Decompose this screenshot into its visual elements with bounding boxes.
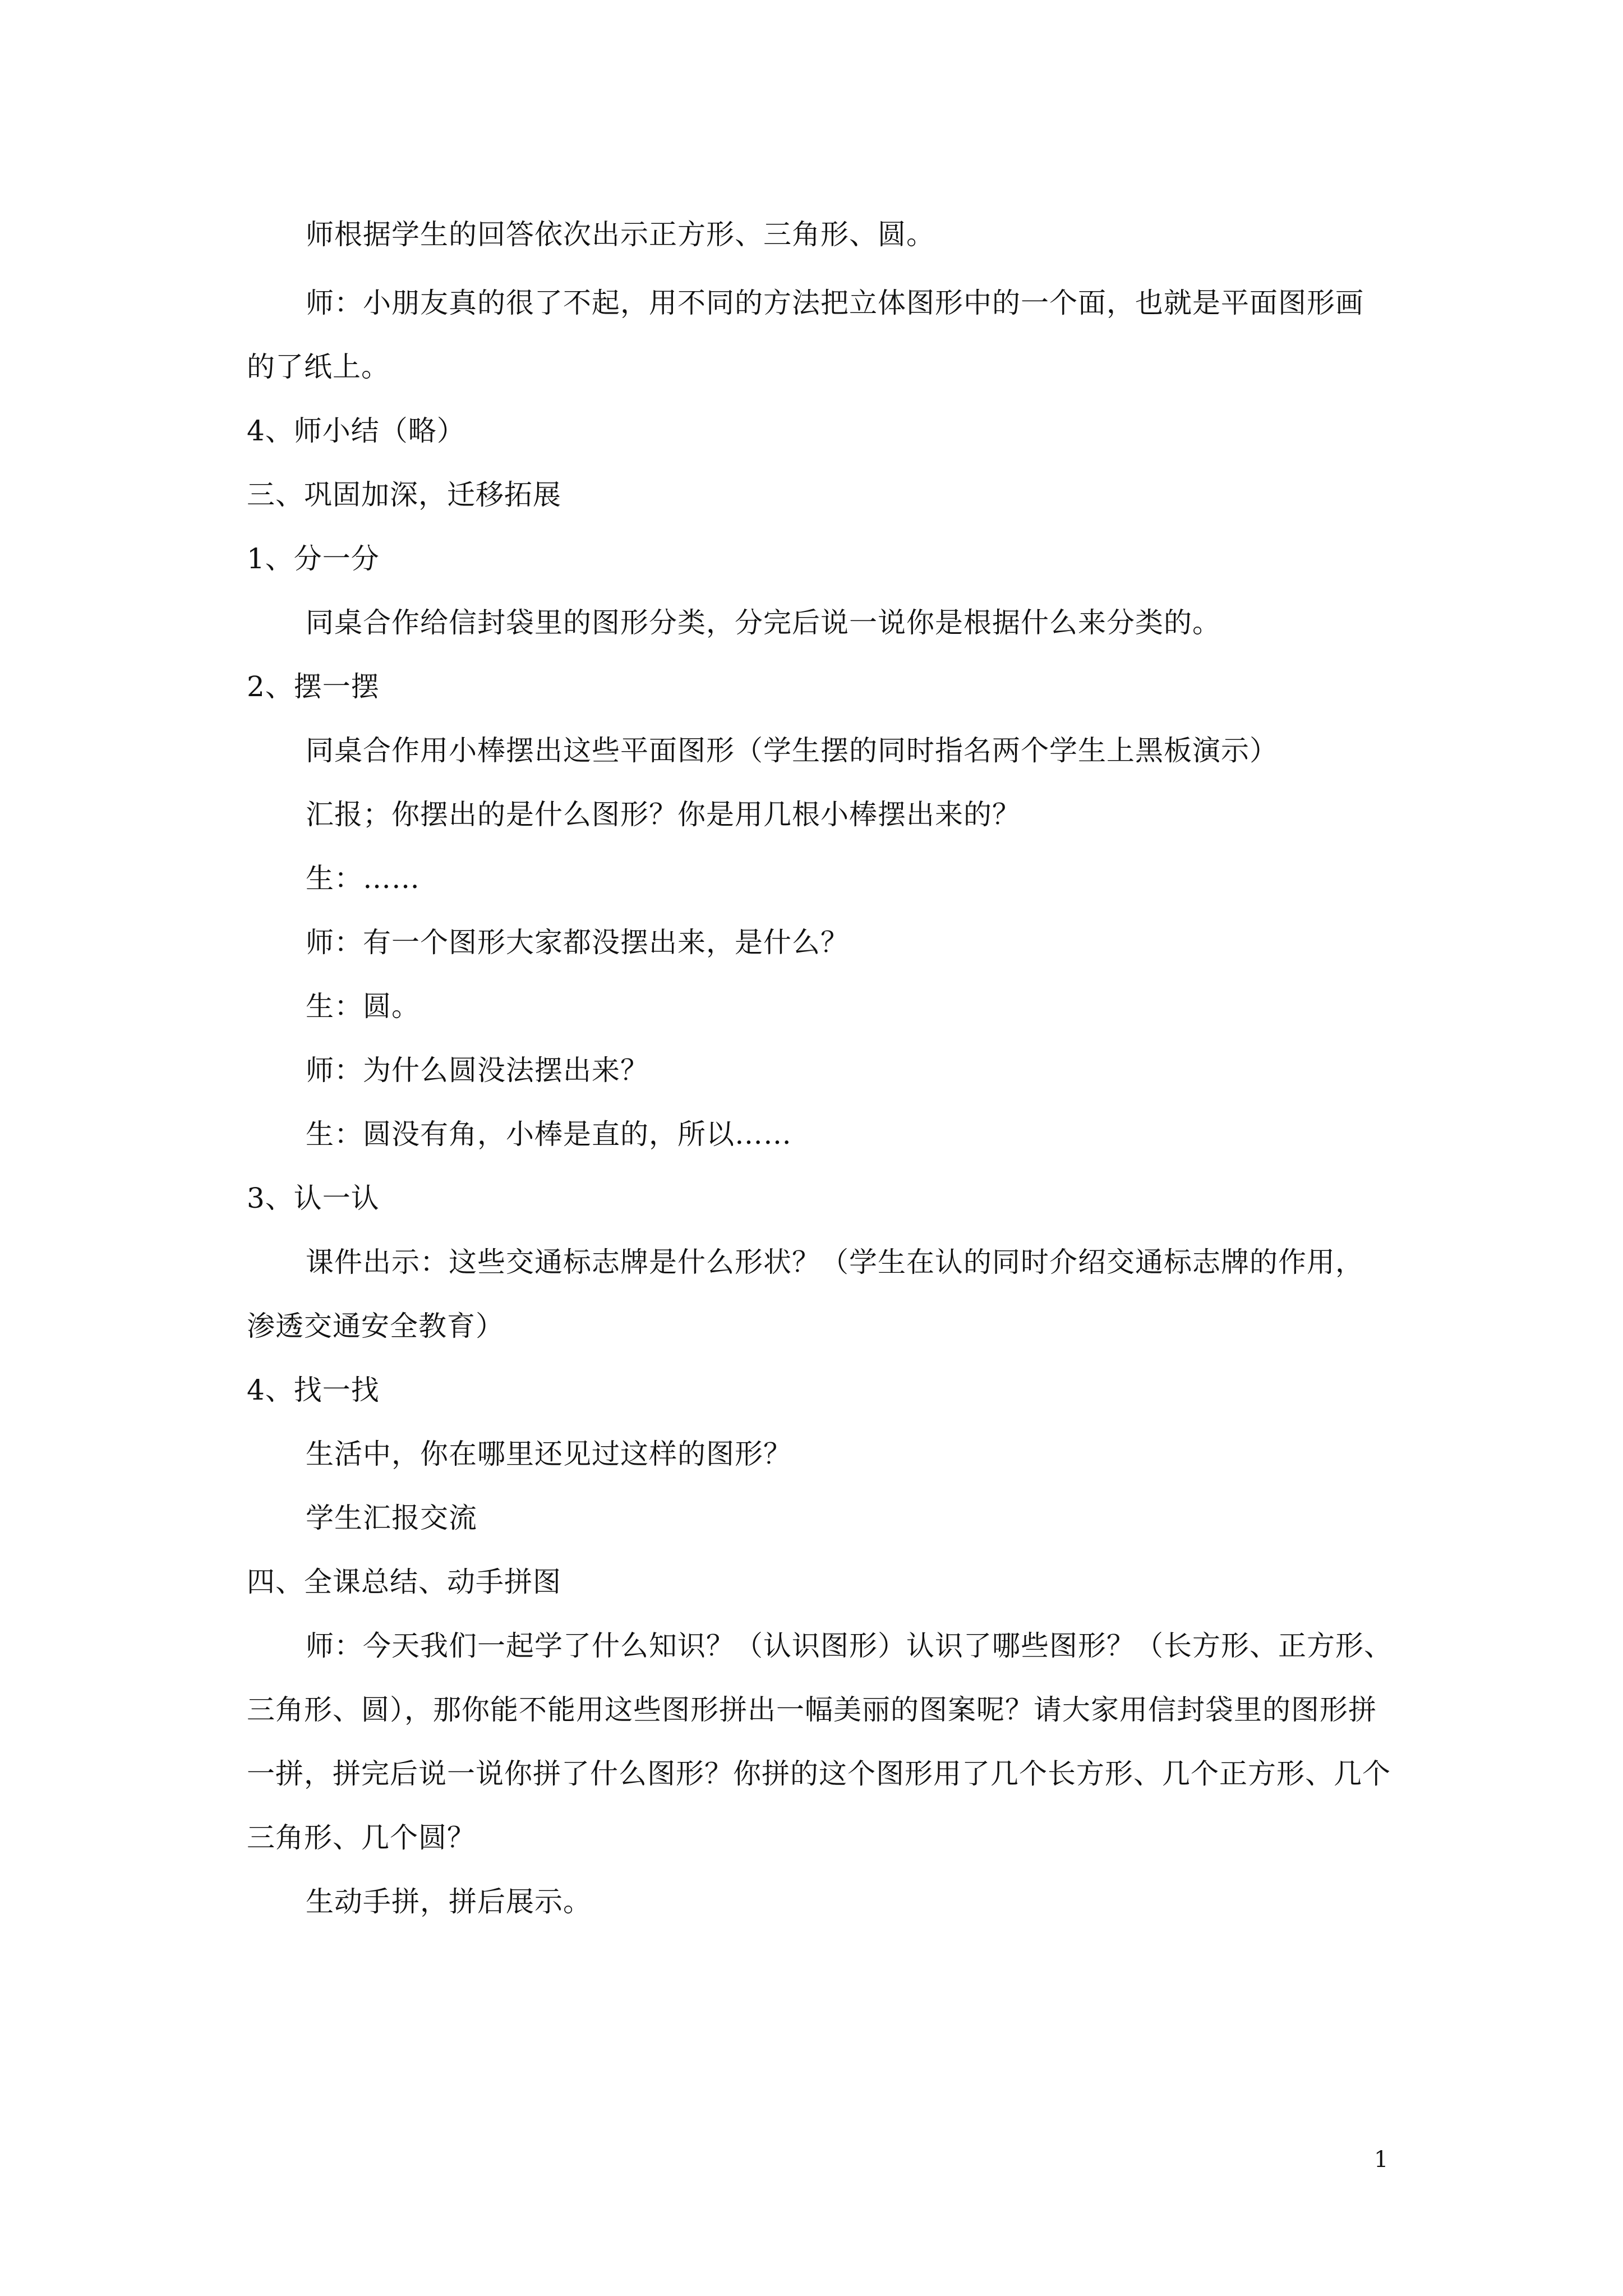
paragraph-line: 师：今天我们一起学了什么知识？（认识图形）认识了哪些图形？（长方形、正方形、 — [306, 1630, 1393, 1662]
paragraph-line: 的了纸上。 — [247, 351, 390, 383]
paragraph-line: 三角形、几个圆？ — [247, 1821, 476, 1854]
paragraph-line: 生：…… — [306, 862, 420, 895]
paragraph-line: 同桌合作给信封袋里的图形分类，分完后说一说你是根据什么来分类的。 — [306, 606, 1221, 639]
section-heading: 2、摆一摆 — [247, 670, 380, 703]
paragraph-line: 师：有一个图形大家都没摆出来，是什么？ — [306, 926, 849, 959]
section-heading: 4、找一找 — [247, 1374, 380, 1406]
paragraph-line: 生动手拼，拼后展示。 — [306, 1885, 592, 1918]
paragraph-line: 生活中，你在哪里还见过这样的图形？ — [306, 1438, 792, 1470]
paragraph-line: 师：小朋友真的很了不起，用不同的方法把立体图形中的一个面，也就是平面图形画 — [306, 287, 1364, 319]
section-heading: 三、巩固加深，迁移拓展 — [247, 478, 561, 511]
paragraph-line: 师：为什么圆没法摆出来？ — [306, 1054, 649, 1087]
paragraph-line: 学生汇报交流 — [306, 1502, 477, 1534]
section-heading: 1、分一分 — [247, 542, 380, 575]
paragraph-line: 一拼，拼完后说一说你拼了什么图形？你拼的这个图形用了几个长方形、几个正方形、几个 — [247, 1757, 1391, 1790]
section-heading: 4、师小结（略） — [247, 415, 465, 447]
paragraph-line: 同桌合作用小棒摆出这些平面图形（学生摆的同时指名两个学生上黑板演示） — [306, 734, 1278, 767]
paragraph-line: 生：圆。 — [306, 990, 420, 1023]
paragraph-line: 渗透交通安全教育） — [247, 1310, 504, 1342]
paragraph-line: 课件出示：这些交通标志牌是什么形状？（学生在认的同时介绍交通标志牌的作用， — [306, 1246, 1364, 1278]
paragraph-line: 汇报；你摆出的是什么图形？你是用几根小棒摆出来的？ — [306, 798, 1021, 831]
paragraph-line: 三角形、圆），那你能不能用这些图形拼出一幅美丽的图案呢？请大家用信封袋里的图形拼 — [247, 1694, 1377, 1726]
paragraph-line: 师根据学生的回答依次出示正方形、三角形、圆。 — [306, 218, 935, 251]
paragraph-line: 生：圆没有角，小棒是直的，所以…… — [306, 1118, 792, 1151]
page-number: 1 — [1374, 2147, 1389, 2173]
section-heading: 四、全课总结、动手拼图 — [247, 1566, 561, 1598]
section-heading: 3、认一认 — [247, 1182, 380, 1214]
